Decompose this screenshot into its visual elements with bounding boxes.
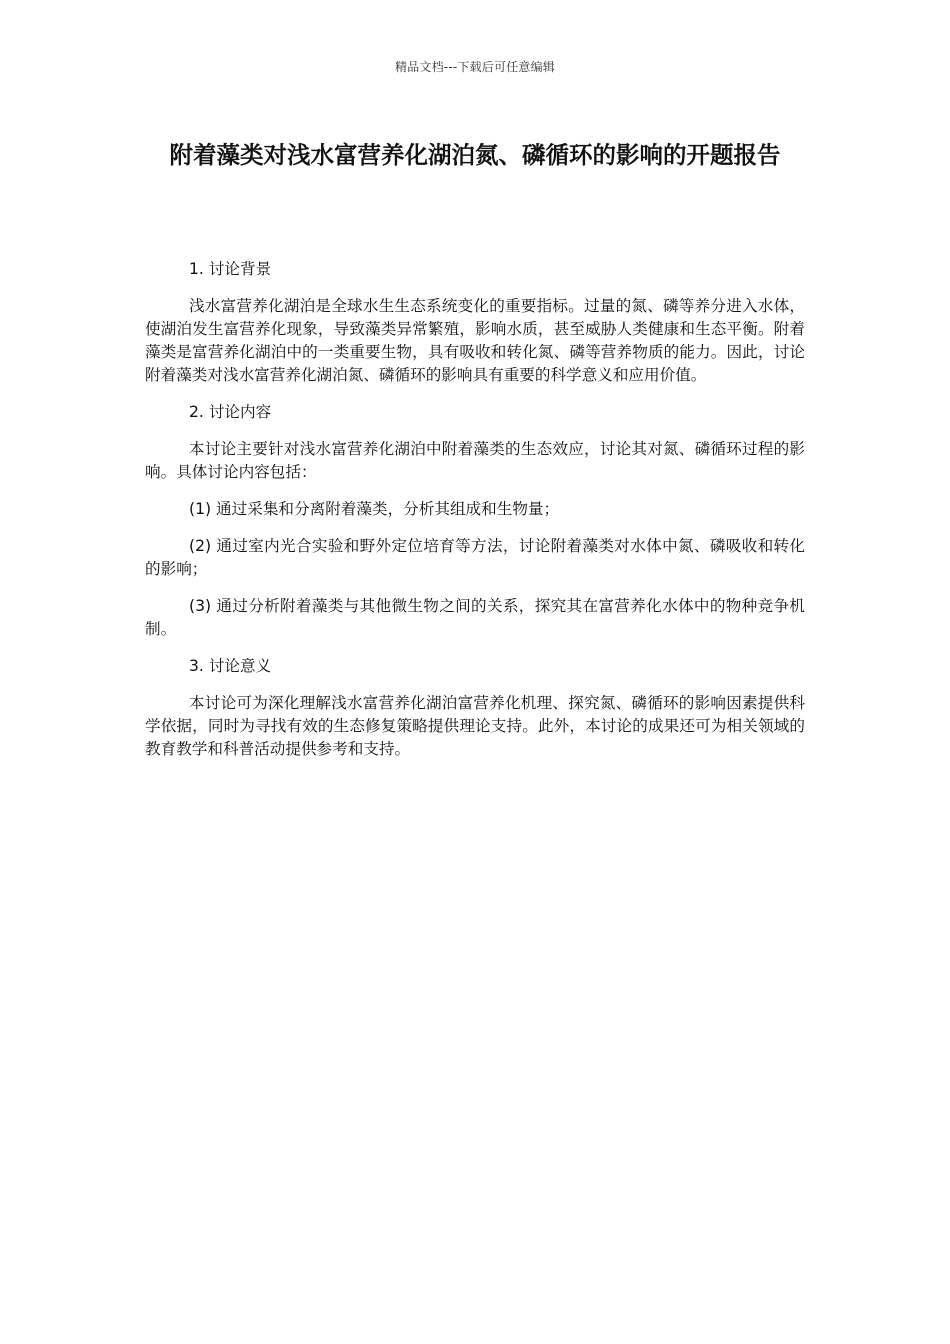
list-item-1: (1) 通过采集和分离附着藻类，分析其组成和生物量； <box>189 500 560 518</box>
section-heading-content: 2. 讨论内容 <box>189 403 272 421</box>
list-item-3: (3) 通过分析附着藻类与其他微生物之间的关系，探究其在富营养化水体中的物种竞争机制。 <box>145 597 805 638</box>
paragraph-background: 浅水富营养化湖泊是全球水生生态系统变化的重要指标。过量的氮、磷等养分进入水体，使湖泊发生富营养化现象，导致藻类异常繁殖，影响水质，甚至威胁人类健康和生态平衡。附着藻类是富营养化湖泊中的一类重要生物，具有吸收和转化氮、磷等营养物质的能力。因此，讨论附着藻类对浅水富营养化湖泊氮、磷循环的影响具有重要的科学意义和应用价值。 <box>145 297 805 384</box>
header-note: 精品文档---下载后可任意编辑 <box>395 60 555 74</box>
document-body <box>145 258 805 775</box>
section-heading-background: 1. 讨论背景 <box>189 260 272 278</box>
paragraph-significance: 本讨论可为深化理解浅水富营养化湖泊富营养化机理、探究氮、磷循环的影响因素提供科学依据，同时为寻找有效的生态修复策略提供理论支持。此外，本讨论的成果还可为相关领域的教育教学和科普活动提供参考和支持。 <box>145 694 805 758</box>
section-heading-significance: 3. 讨论意义 <box>189 657 272 675</box>
list-item-2: (2) 通过室内光合实验和野外定位培育等方法，讨论附着藻类对水体中氮、磷吸收和转化的影响； <box>145 537 805 578</box>
document-title: 附着藻类对浅水富营养化湖泊氮、磷循环的影响的开题报告 <box>169 141 781 169</box>
paragraph-content-intro: 本讨论主要针对浅水富营养化湖泊中附着藻类的生态效应，讨论其对氮、磷循环过程的影响。具体讨论内容包括： <box>145 440 805 481</box>
